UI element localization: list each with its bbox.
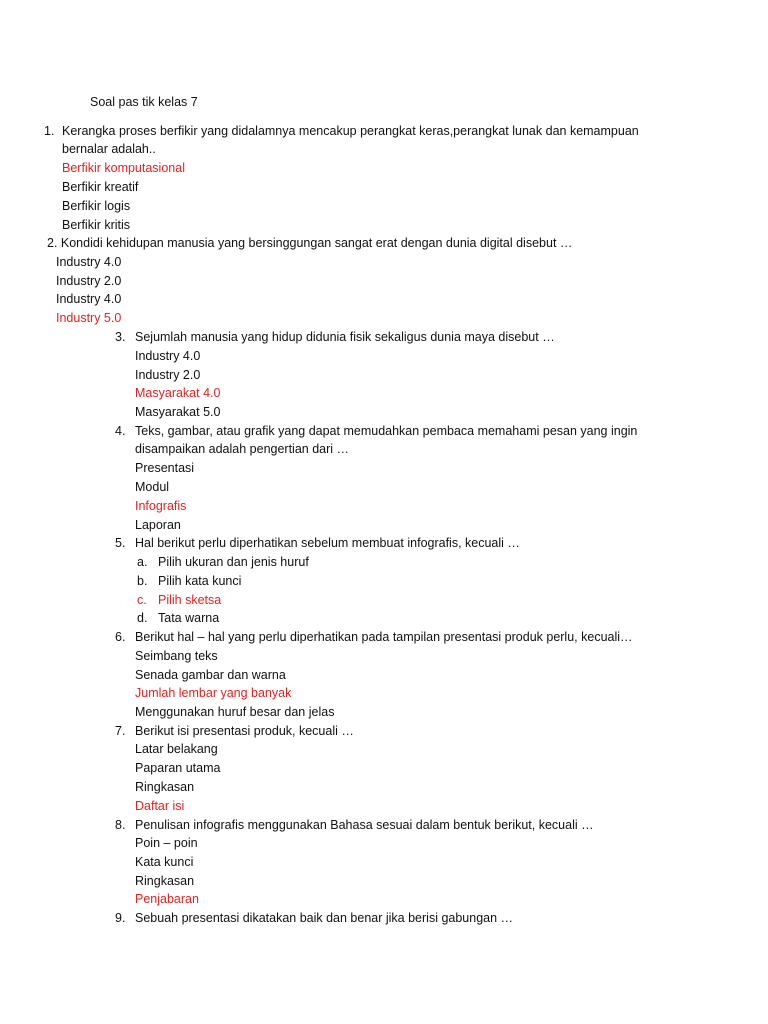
answer-option: Industry 4.0 — [135, 349, 201, 363]
question-number: 8. — [115, 818, 126, 832]
answer-option-correct: Pilih sketsa — [158, 593, 222, 607]
question-text: bernalar adalah.. — [62, 142, 156, 156]
answer-option: Industry 2.0 — [135, 368, 201, 382]
question-text: 2. Kondidi kehidupan manusia yang bersinggungan sangat erat dengan dunia digital disebut … — [47, 236, 573, 250]
question-text: Sejumlah manusia yang hidup didunia fisik sekaligus dunia maya disebut … — [135, 330, 555, 344]
question-text: Berikut isi presentasi produk, kecuali … — [135, 724, 354, 738]
answer-option: Laporan — [135, 518, 181, 532]
option-letter: a. — [137, 555, 148, 569]
answer-option-correct: Masyarakat 4.0 — [135, 386, 221, 400]
answer-option-correct: Industry 5.0 — [56, 311, 122, 325]
question-number: 4. — [115, 424, 126, 438]
answer-option: Ringkasan — [135, 780, 195, 794]
option-letter: b. — [137, 574, 148, 588]
answer-option: Presentasi — [135, 461, 195, 475]
question-number: 6. — [115, 630, 126, 644]
question-text: disampaikan adalah pengertian dari … — [135, 442, 350, 456]
answer-option: Menggunakan huruf besar dan jelas — [135, 705, 335, 719]
question-number: 9. — [115, 911, 126, 925]
answer-option: Poin – poin — [135, 836, 198, 850]
answer-option: Masyarakat 5.0 — [135, 405, 221, 419]
answer-option: Modul — [135, 480, 170, 494]
answer-option: Industry 4.0 — [56, 292, 122, 306]
option-letter: c. — [137, 593, 147, 607]
answer-option-correct: Penjabaran — [135, 892, 199, 906]
answer-option: Tata warna — [158, 611, 220, 625]
question-number: 3. — [115, 330, 126, 344]
answer-option: Paparan utama — [135, 761, 221, 775]
answer-option-correct: Daftar isi — [135, 799, 185, 813]
answer-option: Industry 4.0 — [56, 255, 122, 269]
answer-option: Berfikir kreatif — [62, 180, 139, 194]
document-title: Soal pas tik kelas 7 — [90, 95, 198, 109]
answer-option: Berfikir kritis — [62, 218, 131, 232]
answer-option: Berfikir logis — [62, 199, 131, 213]
question-text: Berikut hal – hal yang perlu diperhatikan pada tampilan presentasi produk perlu, kecuali… — [135, 630, 633, 644]
question-number: 1. — [44, 124, 55, 138]
answer-option-correct: Infografis — [135, 499, 187, 513]
question-text: Penulisan infografis menggunakan Bahasa sesuai dalam bentuk berikut, kecuali … — [135, 818, 594, 832]
answer-option: Seimbang teks — [135, 649, 218, 663]
question-number: 7. — [115, 724, 126, 738]
question-text: Teks, gambar, atau grafik yang dapat memudahkan pembaca memahami pesan yang ingin — [135, 424, 638, 438]
answer-option-correct: Jumlah lembar yang banyak — [135, 686, 292, 700]
answer-option: Latar belakang — [135, 742, 218, 756]
question-text: Kerangka proses berfikir yang didalamnya mencakup perangkat keras,perangkat lunak dan kemampuan — [62, 124, 639, 138]
answer-option: Senada gambar dan warna — [135, 668, 286, 682]
question-number: 5. — [115, 536, 126, 550]
answer-option: Industry 2.0 — [56, 274, 122, 288]
question-text: Hal berikut perlu diperhatikan sebelum membuat infografis, kecuali … — [135, 536, 520, 550]
option-letter: d. — [137, 611, 148, 625]
answer-option: Kata kunci — [135, 855, 194, 869]
question-text: Sebuah presentasi dikatakan baik dan benar jika berisi gabungan … — [135, 911, 514, 925]
answer-option: Ringkasan — [135, 874, 195, 888]
answer-option: Pilih ukuran dan jenis huruf — [158, 555, 309, 569]
answer-option-correct: Berfikir komputasional — [62, 161, 185, 175]
answer-option: Pilih kata kunci — [158, 574, 242, 588]
